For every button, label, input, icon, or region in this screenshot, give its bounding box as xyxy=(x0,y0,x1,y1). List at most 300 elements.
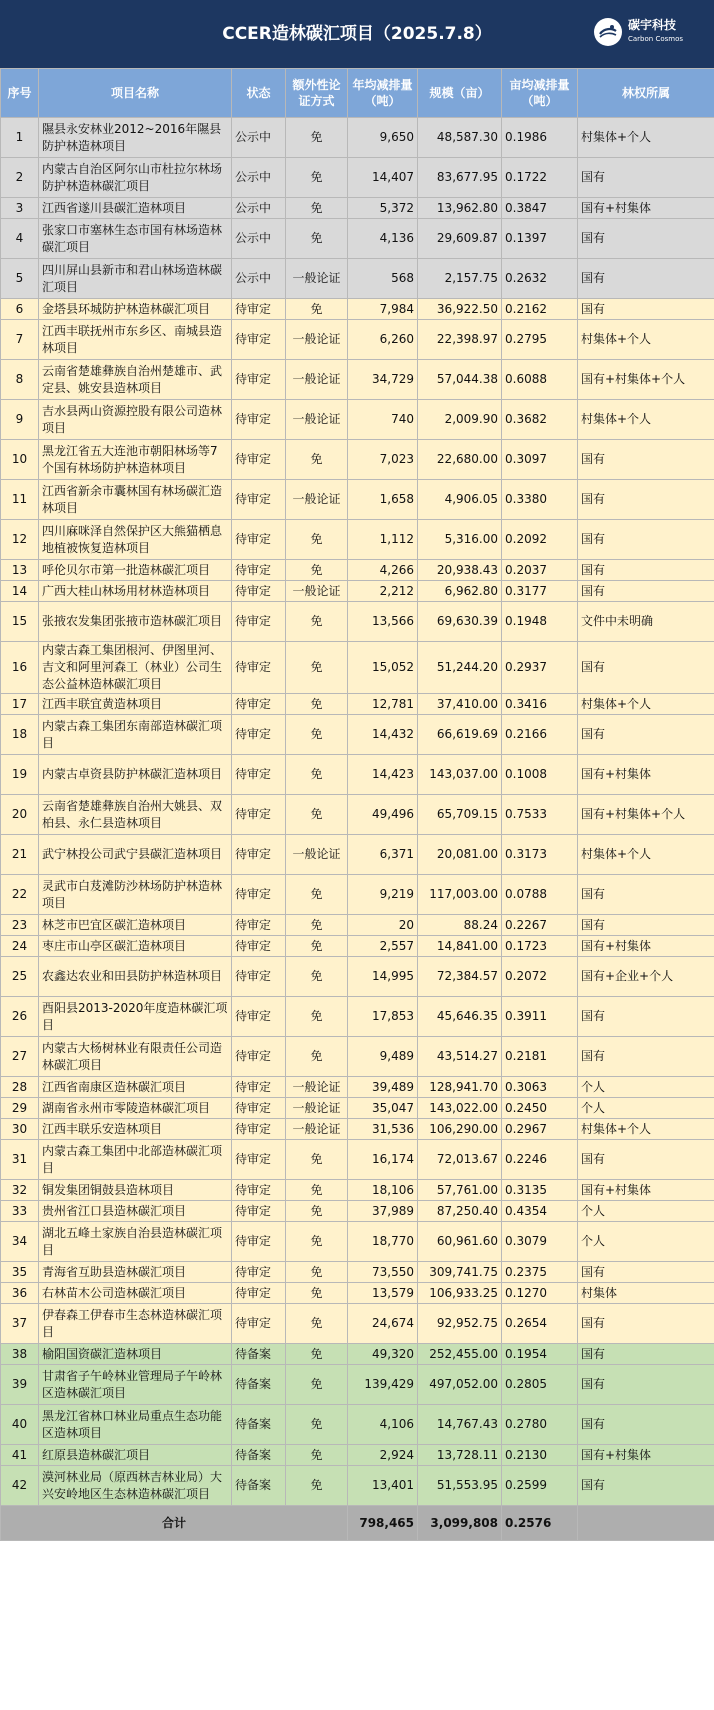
scale-cell: 72,384.57 xyxy=(418,957,502,997)
per-mu-rate-cell: 0.7533 xyxy=(502,795,578,835)
scale-cell: 29,609.87 xyxy=(418,219,502,259)
table-row xyxy=(1,835,714,875)
status-cell: 待审定 xyxy=(232,642,286,694)
row-index: 3 xyxy=(1,198,39,219)
ownership-cell: 国有 xyxy=(578,715,714,755)
annual-emission-cell: 139,429 xyxy=(348,1365,418,1405)
method-cell: 免 xyxy=(286,1365,348,1405)
row-index: 7 xyxy=(1,320,39,360)
project-name: 内蒙古卓资县防护林碳汇造林项目 xyxy=(39,755,232,795)
method-cell: 一般论证 xyxy=(286,581,348,602)
row-index: 20 xyxy=(1,795,39,835)
per-mu-rate-cell: 0.2130 xyxy=(502,1445,578,1466)
brand-logo-icon xyxy=(594,18,622,46)
project-name: 黑龙江省林口林业局重点生态功能区造林项目 xyxy=(39,1405,232,1445)
ownership-cell: 国有 xyxy=(578,299,714,320)
ownership-cell: 个人 xyxy=(578,1201,714,1222)
scale-cell: 72,013.67 xyxy=(418,1140,502,1180)
status-cell: 待审定 xyxy=(232,581,286,602)
table-row xyxy=(1,997,714,1037)
ownership-cell: 国有 xyxy=(578,219,714,259)
table-row xyxy=(1,715,714,755)
ownership-cell: 国有 xyxy=(578,259,714,299)
column-header-status: 状态 xyxy=(232,69,286,118)
scale-cell: 37,410.00 xyxy=(418,694,502,715)
project-name: 黑龙江省五大连池市朝阳林场等7个国有林场防护林造林项目 xyxy=(39,440,232,480)
method-cell: 免 xyxy=(286,642,348,694)
project-name: 四川麻咪泽自然保护区大熊猫栖息地植被恢复造林项目 xyxy=(39,520,232,560)
annual-emission-cell: 568 xyxy=(348,259,418,299)
row-index: 36 xyxy=(1,1283,39,1304)
method-cell: 免 xyxy=(286,1445,348,1466)
method-cell: 免 xyxy=(286,1405,348,1445)
table-row xyxy=(1,1283,714,1304)
status-cell: 待审定 xyxy=(232,440,286,480)
annual-emission-cell: 18,770 xyxy=(348,1222,418,1262)
ownership-cell: 国有 xyxy=(578,1466,714,1506)
ownership-cell: 村集体 xyxy=(578,1283,714,1304)
table-body xyxy=(1,118,714,1506)
table-row xyxy=(1,1180,714,1201)
row-index: 17 xyxy=(1,694,39,715)
row-index: 9 xyxy=(1,400,39,440)
status-cell: 公示中 xyxy=(232,219,286,259)
scale-cell: 51,244.20 xyxy=(418,642,502,694)
page-title: CCER造林碳汇项目（2025.7.8） xyxy=(222,24,492,44)
table-row xyxy=(1,795,714,835)
scale-cell: 6,962.80 xyxy=(418,581,502,602)
per-mu-rate-cell: 0.2967 xyxy=(502,1119,578,1140)
method-cell: 免 xyxy=(286,915,348,936)
scale-cell: 14,841.00 xyxy=(418,936,502,957)
ownership-cell: 国有+村集体 xyxy=(578,1180,714,1201)
annual-emission-cell: 7,023 xyxy=(348,440,418,480)
project-name: 农鑫达农业和田县防护林造林项目 xyxy=(39,957,232,997)
status-cell: 待审定 xyxy=(232,1304,286,1344)
project-table xyxy=(0,68,714,1541)
project-name: 吉水县两山资源控股有限公司造林项目 xyxy=(39,400,232,440)
scale-cell: 22,398.97 xyxy=(418,320,502,360)
status-cell: 待审定 xyxy=(232,320,286,360)
table-row xyxy=(1,1445,714,1466)
row-index: 35 xyxy=(1,1262,39,1283)
ownership-cell: 国有 xyxy=(578,440,714,480)
table-row xyxy=(1,440,714,480)
ownership-cell: 国有+村集体 xyxy=(578,755,714,795)
per-mu-rate-cell: 0.3097 xyxy=(502,440,578,480)
column-header-rate: 亩均减排量（吨） xyxy=(502,69,578,118)
total-emission: 798,465 xyxy=(348,1506,418,1541)
project-name: 云南省楚雄彝族自治州楚雄市、武定县、姚安县造林项目 xyxy=(39,360,232,400)
project-name: 金塔县环城防护林造林碳汇项目 xyxy=(39,299,232,320)
ownership-cell: 国有+村集体 xyxy=(578,1445,714,1466)
row-index: 40 xyxy=(1,1405,39,1445)
ownership-cell: 村集体+个人 xyxy=(578,118,714,158)
method-cell: 免 xyxy=(286,997,348,1037)
method-cell: 免 xyxy=(286,957,348,997)
annual-emission-cell: 2,212 xyxy=(348,581,418,602)
annual-emission-cell: 49,496 xyxy=(348,795,418,835)
total-scale: 3,099,808 xyxy=(418,1506,502,1541)
row-index: 33 xyxy=(1,1201,39,1222)
ownership-cell: 国有 xyxy=(578,1140,714,1180)
scale-cell: 60,961.60 xyxy=(418,1222,502,1262)
ownership-cell: 个人 xyxy=(578,1098,714,1119)
table-row xyxy=(1,320,714,360)
ownership-cell: 国有 xyxy=(578,520,714,560)
per-mu-rate-cell: 0.1722 xyxy=(502,158,578,198)
ownership-cell: 村集体+个人 xyxy=(578,320,714,360)
ownership-cell: 国有 xyxy=(578,158,714,198)
annual-emission-cell: 9,489 xyxy=(348,1037,418,1077)
annual-emission-cell: 16,174 xyxy=(348,1140,418,1180)
method-cell: 免 xyxy=(286,715,348,755)
status-cell: 待审定 xyxy=(232,299,286,320)
project-name: 枣庄市山亭区碳汇造林项目 xyxy=(39,936,232,957)
per-mu-rate-cell: 0.2632 xyxy=(502,259,578,299)
ownership-cell: 国有 xyxy=(578,1037,714,1077)
project-name: 右林苗木公司造林碳汇项目 xyxy=(39,1283,232,1304)
method-cell: 一般论证 xyxy=(286,835,348,875)
table-row xyxy=(1,1201,714,1222)
method-cell: 免 xyxy=(286,694,348,715)
scale-cell: 66,619.69 xyxy=(418,715,502,755)
table-row xyxy=(1,1077,714,1098)
status-cell: 待备案 xyxy=(232,1365,286,1405)
status-cell: 待审定 xyxy=(232,755,286,795)
row-index: 4 xyxy=(1,219,39,259)
per-mu-rate-cell: 0.3135 xyxy=(502,1180,578,1201)
status-cell: 待审定 xyxy=(232,1140,286,1180)
method-cell: 一般论证 xyxy=(286,360,348,400)
table-row xyxy=(1,1405,714,1445)
table-row xyxy=(1,936,714,957)
project-name: 湖北五峰土家族自治县造林碳汇项目 xyxy=(39,1222,232,1262)
per-mu-rate-cell: 0.2805 xyxy=(502,1365,578,1405)
method-cell: 免 xyxy=(286,560,348,581)
row-index: 32 xyxy=(1,1180,39,1201)
ownership-cell: 国有 xyxy=(578,560,714,581)
scale-cell: 13,962.80 xyxy=(418,198,502,219)
column-header-name: 项目名称 xyxy=(39,69,232,118)
per-mu-rate-cell: 0.0788 xyxy=(502,875,578,915)
table-row xyxy=(1,400,714,440)
total-label: 合计 xyxy=(1,1506,348,1541)
annual-emission-cell: 4,136 xyxy=(348,219,418,259)
row-index: 18 xyxy=(1,715,39,755)
per-mu-rate-cell: 0.2162 xyxy=(502,299,578,320)
annual-emission-cell: 31,536 xyxy=(348,1119,418,1140)
status-cell: 待审定 xyxy=(232,1222,286,1262)
annual-emission-cell: 39,489 xyxy=(348,1077,418,1098)
annual-emission-cell: 15,052 xyxy=(348,642,418,694)
annual-emission-cell: 740 xyxy=(348,400,418,440)
status-cell: 公示中 xyxy=(232,198,286,219)
scale-cell: 4,906.05 xyxy=(418,480,502,520)
status-cell: 待审定 xyxy=(232,1201,286,1222)
table-row xyxy=(1,1344,714,1365)
ownership-cell: 国有+村集体+个人 xyxy=(578,360,714,400)
method-cell: 免 xyxy=(286,158,348,198)
method-cell: 免 xyxy=(286,755,348,795)
total-owner-empty xyxy=(578,1506,714,1541)
per-mu-rate-cell: 0.4354 xyxy=(502,1201,578,1222)
method-cell: 免 xyxy=(286,936,348,957)
project-name: 湖南省永州市零陵造林碳汇项目 xyxy=(39,1098,232,1119)
per-mu-rate-cell: 0.2937 xyxy=(502,642,578,694)
annual-emission-cell: 1,658 xyxy=(348,480,418,520)
per-mu-rate-cell: 0.2450 xyxy=(502,1098,578,1119)
row-index: 8 xyxy=(1,360,39,400)
per-mu-rate-cell: 0.6088 xyxy=(502,360,578,400)
method-cell: 一般论证 xyxy=(286,400,348,440)
status-cell: 待审定 xyxy=(232,936,286,957)
scale-cell: 92,952.75 xyxy=(418,1304,502,1344)
per-mu-rate-cell: 0.2375 xyxy=(502,1262,578,1283)
project-name: 内蒙古大杨树林业有限责任公司造林碳汇项目 xyxy=(39,1037,232,1077)
status-cell: 待备案 xyxy=(232,1445,286,1466)
row-index: 30 xyxy=(1,1119,39,1140)
scale-cell: 2,157.75 xyxy=(418,259,502,299)
per-mu-rate-cell: 0.1397 xyxy=(502,219,578,259)
project-name: 江西省南康区造林碳汇项目 xyxy=(39,1077,232,1098)
brand-subtitle: Carbon Cosmos xyxy=(628,35,684,43)
row-index: 6 xyxy=(1,299,39,320)
status-cell: 待审定 xyxy=(232,1180,286,1201)
project-name: 内蒙古森工集团中北部造林碳汇项目 xyxy=(39,1140,232,1180)
scale-cell: 43,514.27 xyxy=(418,1037,502,1077)
project-name: 伊春森工伊春市生态林造林碳汇项目 xyxy=(39,1304,232,1344)
scale-cell: 69,630.39 xyxy=(418,602,502,642)
per-mu-rate-cell: 0.2092 xyxy=(502,520,578,560)
project-name: 红原县造林碳汇项目 xyxy=(39,1445,232,1466)
per-mu-rate-cell: 0.3416 xyxy=(502,694,578,715)
method-cell: 一般论证 xyxy=(286,1077,348,1098)
project-name: 云南省楚雄彝族自治州大姚县、双柏县、永仁县造林项目 xyxy=(39,795,232,835)
brand xyxy=(594,14,704,54)
method-cell: 免 xyxy=(286,1140,348,1180)
annual-emission-cell: 13,579 xyxy=(348,1283,418,1304)
project-name: 林芝市巴宜区碳汇造林项目 xyxy=(39,915,232,936)
annual-emission-cell: 14,995 xyxy=(348,957,418,997)
annual-emission-cell: 17,853 xyxy=(348,997,418,1037)
project-name: 漠河林业局（原西林吉林业局）大兴安岭地区生态林造林碳汇项目 xyxy=(39,1466,232,1506)
project-name: 四川屏山县新市和君山林场造林碳汇项目 xyxy=(39,259,232,299)
row-index: 24 xyxy=(1,936,39,957)
per-mu-rate-cell: 0.2780 xyxy=(502,1405,578,1445)
scale-cell: 106,933.25 xyxy=(418,1283,502,1304)
method-cell: 免 xyxy=(286,520,348,560)
method-cell: 免 xyxy=(286,1304,348,1344)
method-cell: 一般论证 xyxy=(286,1119,348,1140)
annual-emission-cell: 5,372 xyxy=(348,198,418,219)
annual-emission-cell: 4,106 xyxy=(348,1405,418,1445)
status-cell: 待审定 xyxy=(232,480,286,520)
method-cell: 一般论证 xyxy=(286,259,348,299)
table-row xyxy=(1,1140,714,1180)
row-index: 14 xyxy=(1,581,39,602)
per-mu-rate-cell: 0.1948 xyxy=(502,602,578,642)
table-row xyxy=(1,118,714,158)
annual-emission-cell: 35,047 xyxy=(348,1098,418,1119)
ownership-cell: 国有+村集体 xyxy=(578,198,714,219)
status-cell: 待备案 xyxy=(232,1344,286,1365)
per-mu-rate-cell: 0.3063 xyxy=(502,1077,578,1098)
method-cell: 一般论证 xyxy=(286,1098,348,1119)
row-index: 16 xyxy=(1,642,39,694)
ownership-cell: 国有 xyxy=(578,1344,714,1365)
annual-emission-cell: 49,320 xyxy=(348,1344,418,1365)
row-index: 19 xyxy=(1,755,39,795)
column-header-index: 序号 xyxy=(1,69,39,118)
row-index: 41 xyxy=(1,1445,39,1466)
scale-cell: 88.24 xyxy=(418,915,502,936)
per-mu-rate-cell: 0.2072 xyxy=(502,957,578,997)
table-row xyxy=(1,1119,714,1140)
method-cell: 免 xyxy=(286,118,348,158)
ownership-cell: 国有 xyxy=(578,1365,714,1405)
annual-emission-cell: 1,112 xyxy=(348,520,418,560)
status-cell: 待审定 xyxy=(232,715,286,755)
scale-cell: 117,003.00 xyxy=(418,875,502,915)
status-cell: 待审定 xyxy=(232,875,286,915)
row-index: 31 xyxy=(1,1140,39,1180)
per-mu-rate-cell: 0.2654 xyxy=(502,1304,578,1344)
table-row xyxy=(1,219,714,259)
annual-emission-cell: 2,557 xyxy=(348,936,418,957)
status-cell: 待审定 xyxy=(232,1037,286,1077)
ownership-cell: 国有+村集体+个人 xyxy=(578,795,714,835)
per-mu-rate-cell: 0.3380 xyxy=(502,480,578,520)
row-index: 10 xyxy=(1,440,39,480)
table-row xyxy=(1,480,714,520)
status-cell: 待审定 xyxy=(232,1098,286,1119)
table-row xyxy=(1,198,714,219)
table-row xyxy=(1,875,714,915)
row-index: 37 xyxy=(1,1304,39,1344)
annual-emission-cell: 13,401 xyxy=(348,1466,418,1506)
project-name: 张家口市塞林生态市国有林场造林碳汇项目 xyxy=(39,219,232,259)
method-cell: 一般论证 xyxy=(286,320,348,360)
table-row xyxy=(1,957,714,997)
status-cell: 待审定 xyxy=(232,1077,286,1098)
table-row xyxy=(1,694,714,715)
annual-emission-cell: 12,781 xyxy=(348,694,418,715)
status-cell: 待审定 xyxy=(232,1119,286,1140)
annual-emission-cell: 20 xyxy=(348,915,418,936)
method-cell: 免 xyxy=(286,1180,348,1201)
table-row xyxy=(1,602,714,642)
status-cell: 待审定 xyxy=(232,1262,286,1283)
per-mu-rate-cell: 0.1270 xyxy=(502,1283,578,1304)
table-row xyxy=(1,299,714,320)
status-cell: 待审定 xyxy=(232,560,286,581)
ownership-cell: 村集体+个人 xyxy=(578,1119,714,1140)
annual-emission-cell: 73,550 xyxy=(348,1262,418,1283)
per-mu-rate-cell: 0.2795 xyxy=(502,320,578,360)
status-cell: 待备案 xyxy=(232,1466,286,1506)
per-mu-rate-cell: 0.2599 xyxy=(502,1466,578,1506)
row-index: 28 xyxy=(1,1077,39,1098)
method-cell: 免 xyxy=(286,602,348,642)
table-row xyxy=(1,259,714,299)
project-name: 贵州省江口县造林碳汇项目 xyxy=(39,1201,232,1222)
ownership-cell: 国有+企业+个人 xyxy=(578,957,714,997)
annual-emission-cell: 24,674 xyxy=(348,1304,418,1344)
table-row xyxy=(1,158,714,198)
row-index: 21 xyxy=(1,835,39,875)
per-mu-rate-cell: 0.3847 xyxy=(502,198,578,219)
scale-cell: 83,677.95 xyxy=(418,158,502,198)
project-name: 江西丰联乐安造林项目 xyxy=(39,1119,232,1140)
status-cell: 待审定 xyxy=(232,694,286,715)
per-mu-rate-cell: 0.1954 xyxy=(502,1344,578,1365)
row-index: 34 xyxy=(1,1222,39,1262)
row-index: 22 xyxy=(1,875,39,915)
scale-cell: 48,587.30 xyxy=(418,118,502,158)
total-rate: 0.2576 xyxy=(502,1506,578,1541)
header-banner xyxy=(0,0,714,68)
scale-cell: 13,728.11 xyxy=(418,1445,502,1466)
table-row xyxy=(1,520,714,560)
scale-cell: 20,938.43 xyxy=(418,560,502,581)
annual-emission-cell: 2,924 xyxy=(348,1445,418,1466)
scale-cell: 36,922.50 xyxy=(418,299,502,320)
per-mu-rate-cell: 0.2267 xyxy=(502,915,578,936)
scale-cell: 87,250.40 xyxy=(418,1201,502,1222)
annual-emission-cell: 7,984 xyxy=(348,299,418,320)
annual-emission-cell: 6,371 xyxy=(348,835,418,875)
per-mu-rate-cell: 0.3079 xyxy=(502,1222,578,1262)
ownership-cell: 国有 xyxy=(578,1304,714,1344)
project-name: 酉阳县2013-2020年度造林碳汇项目 xyxy=(39,997,232,1037)
status-cell: 待备案 xyxy=(232,1405,286,1445)
project-name: 青海省互助县造林碳汇项目 xyxy=(39,1262,232,1283)
method-cell: 免 xyxy=(286,1283,348,1304)
ownership-cell: 村集体+个人 xyxy=(578,400,714,440)
status-cell: 公示中 xyxy=(232,259,286,299)
method-cell: 免 xyxy=(286,795,348,835)
annual-emission-cell: 9,219 xyxy=(348,875,418,915)
column-header-row xyxy=(1,69,714,118)
per-mu-rate-cell: 0.2037 xyxy=(502,560,578,581)
project-name: 江西省遂川县碳汇造林项目 xyxy=(39,198,232,219)
method-cell: 免 xyxy=(286,440,348,480)
per-mu-rate-cell: 0.3911 xyxy=(502,997,578,1037)
ownership-cell: 村集体+个人 xyxy=(578,694,714,715)
table-row xyxy=(1,581,714,602)
project-name: 武宁林投公司武宁县碳汇造林项目 xyxy=(39,835,232,875)
project-name: 内蒙古森工集团根河、伊图里河、吉文和阿里河森工（林业）公司生态公益林造林碳汇项目 xyxy=(39,642,232,694)
table-row xyxy=(1,642,714,694)
project-name: 榆阳国资碳汇造林项目 xyxy=(39,1344,232,1365)
table-row xyxy=(1,1098,714,1119)
column-header-method: 额外性论证方式 xyxy=(286,69,348,118)
status-cell: 待审定 xyxy=(232,957,286,997)
column-header-emission: 年均减排量（吨） xyxy=(348,69,418,118)
status-cell: 公示中 xyxy=(232,118,286,158)
status-cell: 待审定 xyxy=(232,795,286,835)
row-index: 15 xyxy=(1,602,39,642)
scale-cell: 57,761.00 xyxy=(418,1180,502,1201)
row-index: 13 xyxy=(1,560,39,581)
method-cell: 免 xyxy=(286,1344,348,1365)
scale-cell: 106,290.00 xyxy=(418,1119,502,1140)
table-row xyxy=(1,560,714,581)
project-name: 江西省新余市囊林国有林场碳汇造林项目 xyxy=(39,480,232,520)
ownership-cell: 个人 xyxy=(578,1222,714,1262)
ownership-cell: 国有 xyxy=(578,581,714,602)
